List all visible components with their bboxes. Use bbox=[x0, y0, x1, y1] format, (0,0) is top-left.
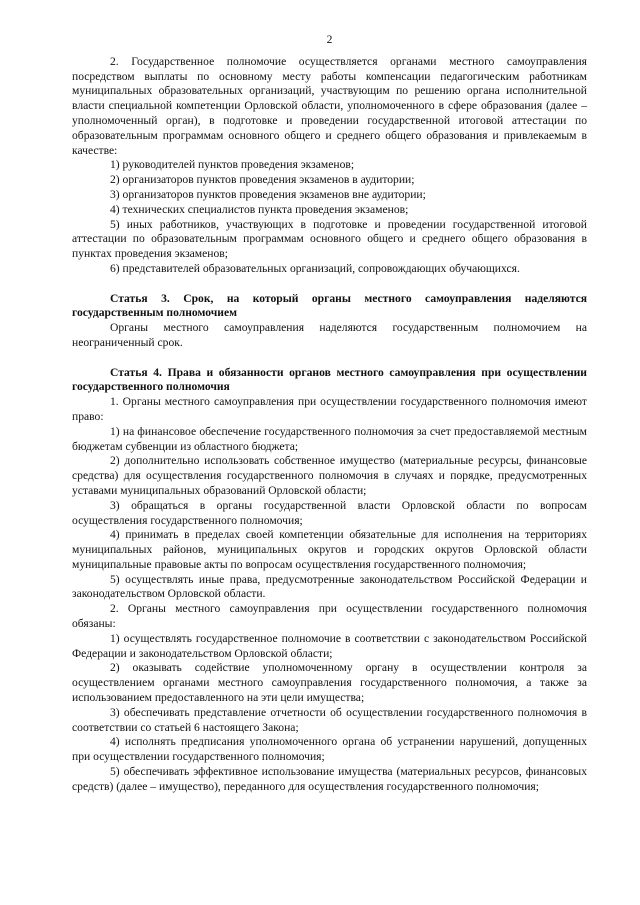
list-item-1: 1) руководителей пунктов проведения экзаменов; bbox=[110, 158, 355, 172]
list-item-4: 4) технических специалистов пункта проведения экзаменов; bbox=[110, 202, 409, 216]
article-4-heading: Статья 4. Права и обязанности органов местного самоуправления при осуществлении государственного полномочия bbox=[72, 365, 587, 394]
article-4-paragraph: 1) на финансовое обеспечение государственного полномочия за счет предоставляемой местным бюджетам субвенции из областного бюджета; bbox=[72, 424, 587, 453]
article-4-paragraph: 2. Органы местного самоуправления при осуществлении государственного полномочия обязаны: bbox=[72, 602, 587, 631]
article-4-paragraph: 5) осуществлять иные права, предусмотренные законодательством Российской Федерации и законодательством Орловской области. bbox=[72, 572, 587, 601]
article-4-paragraph: 2) оказывать содействие уполномоченному органу в осуществлении контроля за осуществлением органами местного самоуправления государственного полномочия, а также за использованием предоставленного на эти цели имущества; bbox=[72, 661, 587, 705]
article-4-paragraph: 1) осуществлять государственное полномочие в соответствии с законодательством Российской Федерации и законодательством Орловской области; bbox=[72, 631, 587, 660]
list-item-3: 3) организаторов пунктов проведения экзаменов вне аудитории; bbox=[110, 187, 426, 201]
spacer bbox=[72, 277, 587, 292]
article-4-paragraph: 3) обеспечивать представление отчетности об осуществлении государственного полномочия в соответствии со статьей 6 настоящего Закона; bbox=[72, 705, 587, 734]
article-4-paragraph: 5) обеспечивать эффективное использование имущества (материальных ресурсов, финансовых средств) (далее – имущество), переданного для осуществления государственного полномочия; bbox=[72, 765, 587, 793]
article-4-paragraph: 1. Органы местного самоуправления при осуществлении государственного полномочия имеют право: bbox=[72, 395, 587, 423]
spacer bbox=[72, 351, 587, 366]
article-4-paragraph: 2) дополнительно использовать собственное имущество (материальные ресурсы, финансовые средства) для осуществления государственного полномочия в случаях и порядке, предусмотренных уставами муниципальных образований Орловской области; bbox=[72, 454, 587, 497]
list-item-5: 5) иных работников, участвующих в подготовке и проведении государственной итоговой аттестации по образовательным программам основного общего и среднего общего образования в пунктах проведения экзаменов; bbox=[72, 217, 587, 261]
article-4-paragraph: 3) обращаться в органы государственной власти Орловской области по вопросам осуществления государственного полномочия; bbox=[72, 498, 587, 527]
paragraph-2-1: 2. Государственное полномочие осуществляется органами местного самоуправления посредством выплаты по основному месту работы компенсации педагогическим работникам муниципальных образовательных организаций, участвующим по решению органа исполнительной власти специальной компетенции Орловской области, уполномоченного в сфере образования (далее – уполномоченный орган), в подготовке и проведении государственной итоговой аттестации по образовательным программам основного общего и среднего общего образования и привлекаемым в качестве: bbox=[72, 54, 587, 157]
article-3-heading: Статья 3. Срок, на который органы местного самоуправления наделяются государственным полномочием bbox=[72, 291, 587, 320]
list-item-2: 2) организаторов пунктов проведения экзаменов в аудитории; bbox=[110, 173, 415, 187]
article-3-text: Органы местного самоуправления наделяются государственным полномочием на неограниченный срок. bbox=[72, 321, 587, 349]
article-4-paragraph: 4) принимать в пределах своей компетенции обязательные для исполнения на территориях муниципальных районов, муниципальных округов и городских округов Орловской области муниципальные правовые акты по вопросам осуществления государственного полномочия; bbox=[72, 528, 587, 571]
list-item-6: 6) представителей образовательных организаций, сопровождающих обучающихся. bbox=[110, 261, 520, 275]
page-number: 2 bbox=[326, 33, 333, 46]
article-4-paragraph: 4) исполнять предписания уполномоченного органа об устранении нарушений, допущенных при осуществлении государственного полномочия; bbox=[72, 735, 587, 764]
